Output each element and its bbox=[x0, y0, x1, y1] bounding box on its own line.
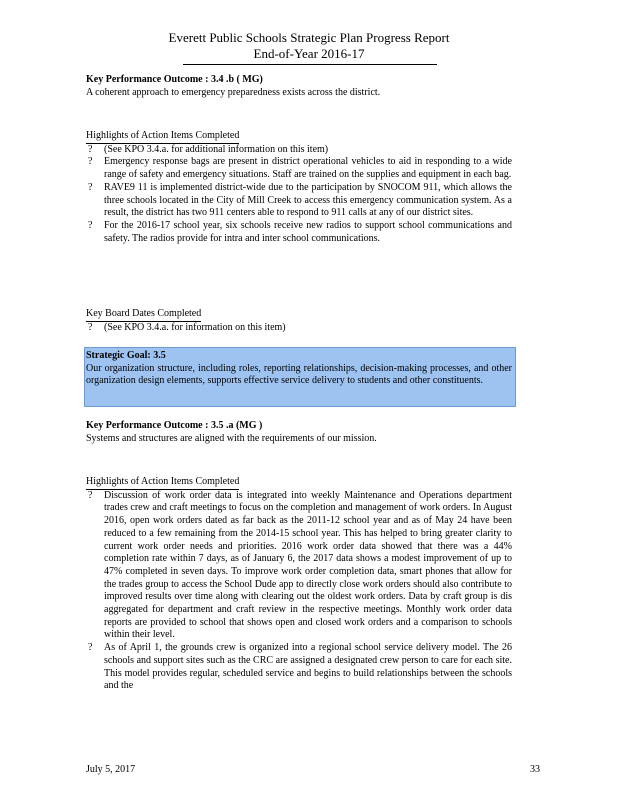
key-board-dates-section bbox=[86, 308, 512, 334]
kpo-label: Key Performance Outcome : 3.5 .a (MG ) bbox=[86, 420, 263, 431]
kpo-text: Systems and structures are aligned with the requirements of our mission. bbox=[86, 432, 377, 444]
kpo-label: Key Performance Outcome : 3.4 .b ( MG) bbox=[86, 74, 263, 85]
highlights-heading: Highlights of Action Items Completed bbox=[86, 130, 239, 144]
highlights-section-2 bbox=[86, 476, 512, 693]
list-item: ? RAVE9 11 is implemented district-wide due to the participation by SNOCOM 911, which allows the three schools located in the City of Mill Creek to access this emergency communication system. As a result, the district has two 911 centers able to respond to 911 calls at any of our district sites. bbox=[88, 181, 512, 219]
list-item: ? Emergency response bags are present in district operational vehicles to aid in responding to a wide range of safety and emergency situations. Staff are trained on the supplies and equipment in each bag. bbox=[88, 156, 512, 181]
key-board-dates-heading: Key Board Dates Completed bbox=[86, 308, 512, 322]
strategic-goal bbox=[86, 350, 512, 388]
highlights-heading: Highlights of Action Items Completed bbox=[86, 476, 239, 490]
kpo-text: A coherent approach to emergency preparedness exists across the district. bbox=[86, 86, 381, 98]
title-rule bbox=[183, 64, 437, 65]
highlights-section-1 bbox=[86, 130, 512, 245]
list-item: ? For the 2016-17 school year, six schools receive new radios to support school communications and safety. The radios provide for intra and inter school communications. bbox=[88, 219, 512, 244]
page-number: 33 bbox=[530, 764, 540, 775]
list-item: ? As of April 1, the grounds crew is organized into a regional school service delivery model. The 26 schools and support sites such as the CRC are assigned a designated crew person to care for each site. This model provides regular, scheduled service and begins to build relationships between the schools and the bbox=[88, 642, 512, 692]
list-item: ? Discussion of work order data is integrated into weekly Maintenance and Operations department trades crew and craft meetings to focus on the completion and management of work orders. In August 2016, open work orders dated as far back as the 2011-12 school year and as of May 24 have been reduced to a few remaining from the 2014-15 school year. This has helped to bring greater clarity to current work order needs and priorities. 2016 work order data showed that there was a 44% completion rate within 7 days, as of January 6, the 2017 data shows a modest improvement of up to 47% completed in seven days. To improve work order completion data, smart phones that allow for the trades group to access the School Dude app to directly close work orders should also contribute to improved results over time along with clearing out the oldest work orders. Data by craft group is dis aggregated for department and craft review in the respective meetings. Monthly work order data reports are provided to school that shows open and closed work orders and a comparison to schools within their level. bbox=[88, 489, 512, 641]
kpo-3-4-b bbox=[86, 74, 512, 99]
list-item: ? (See KPO 3.4.a. for additional information on this item) bbox=[88, 143, 329, 155]
report-title: Everett Public Schools Strategic Plan Progress Report bbox=[168, 30, 450, 45]
report-subtitle: End-of-Year 2016-17 bbox=[253, 46, 365, 61]
kpo-3-5-a bbox=[86, 420, 512, 445]
list-item: ? (See KPO 3.4.a. for information on this item) bbox=[88, 321, 286, 333]
footer-date: July 5, 2017 bbox=[86, 764, 136, 775]
strategic-goal-text: Our organization structure, including roles, reporting relationships, decision-making processes, and other organization design elements, supports effective service delivery to students and other constituents. bbox=[86, 362, 512, 387]
strategic-goal-label: Strategic Goal: 3.5 bbox=[86, 350, 166, 361]
